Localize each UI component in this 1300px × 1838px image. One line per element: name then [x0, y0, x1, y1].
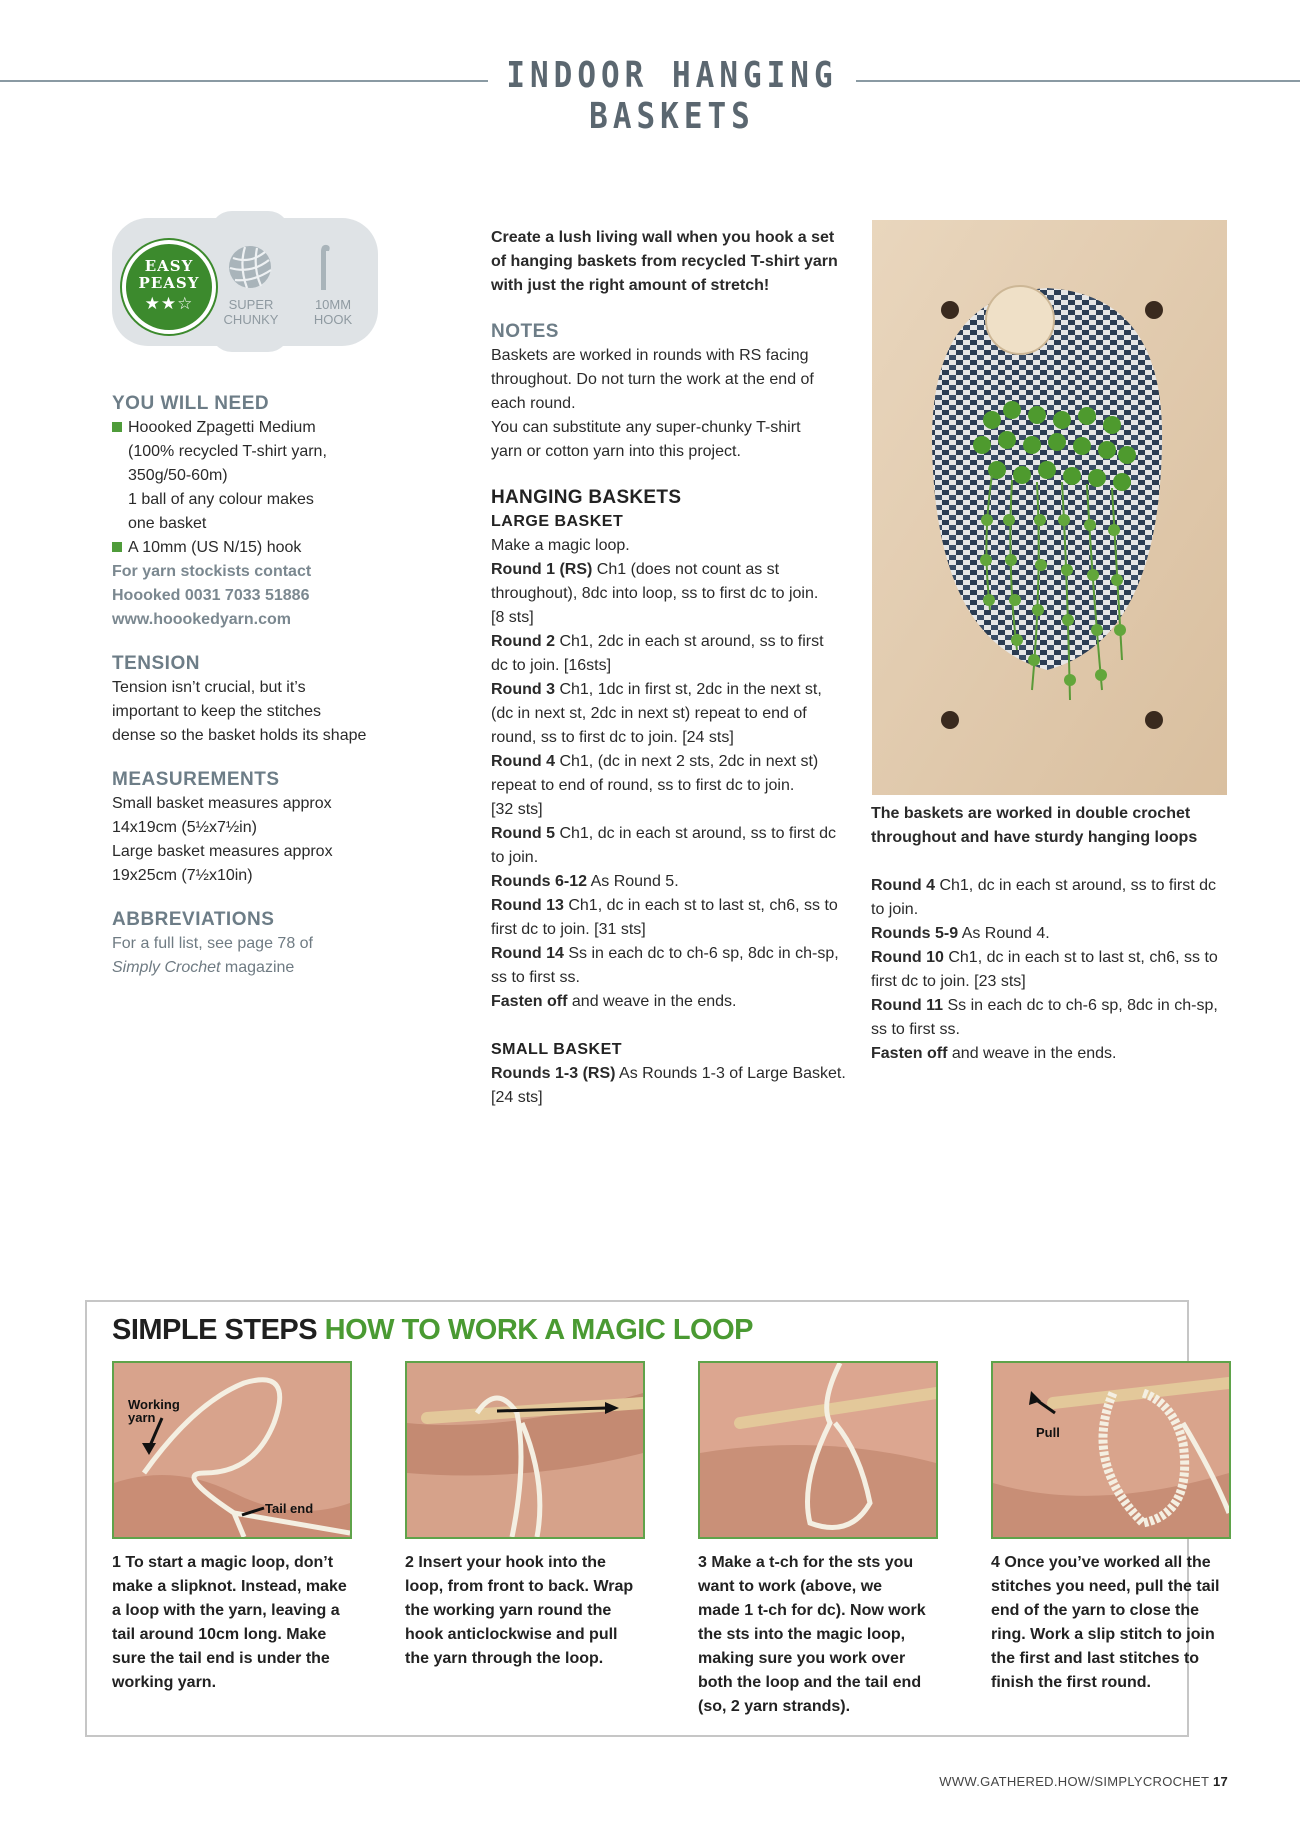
pattern-round — [491, 678, 861, 702]
you-will-need-heading: YOU WILL NEED — [112, 393, 270, 414]
tension-line: important to keep the stitches — [112, 703, 321, 720]
step-text: To start a magic loop, don’t — [120, 1554, 334, 1571]
pattern-round — [871, 1042, 1241, 1066]
pattern-round — [491, 750, 861, 774]
round-label: Round 4 — [491, 753, 555, 770]
step-line — [405, 1551, 645, 1575]
pattern-round — [491, 870, 861, 894]
step-line: working yarn. — [112, 1674, 217, 1691]
hanging-basket-photo — [872, 220, 1227, 795]
step-line — [698, 1551, 938, 1575]
notes-line: Baskets are worked in rounds with RS facing — [491, 347, 809, 364]
round-text: [24 sts] — [491, 1089, 543, 1106]
step-line: (so, 2 yarn strands). — [698, 1698, 851, 1715]
difficulty-line2: PEASY — [138, 274, 200, 292]
materials-line: A 10mm (US N/15) hook — [128, 539, 302, 556]
steps-title-a: SIMPLE STEPS — [112, 1314, 318, 1346]
round-text: As Rounds 1-3 of Large Basket. — [615, 1065, 846, 1082]
abbreviations-rest: magazine — [220, 959, 295, 976]
yarn-weight-line: SUPER — [228, 297, 274, 312]
step-line — [991, 1551, 1231, 1575]
step-line: making sure you work over — [698, 1650, 906, 1667]
round-text: As Round 5. — [587, 873, 679, 890]
bullet-square-icon — [112, 542, 122, 552]
materials-line: 1 ball of any colour makes — [128, 491, 314, 508]
notes-line: yarn or cotton yarn into this project. — [491, 443, 741, 460]
step-line: made 1 t-ch for dc). Now work — [698, 1602, 926, 1619]
measurements-line: 14x19cm (5½x7½in) — [112, 819, 257, 836]
yarn-weight-label — [218, 297, 284, 327]
step-text: Insert your hook into the — [413, 1554, 606, 1571]
step-line: the working yarn round the — [405, 1602, 612, 1619]
round-label: Fasten off — [491, 993, 568, 1010]
step-line: sure the tail end is under the — [112, 1650, 330, 1667]
small-basket-rounds — [491, 1062, 861, 1110]
round-text: dc to join. [16sts] — [491, 657, 612, 674]
round-text: ss to first ss. — [871, 1021, 960, 1038]
pattern-round — [491, 894, 861, 918]
measurements-line: 19x25cm (7½x10in) — [112, 867, 253, 884]
step-line: tail around 10cm long. Make — [112, 1626, 327, 1643]
middle-column — [491, 226, 861, 1110]
notes-line: You can substitute any super-chunky T-shirt — [491, 419, 801, 436]
step-line: make a slipknot. Instead, make — [112, 1578, 347, 1595]
label-line: Working — [128, 1397, 180, 1412]
round-text: Ss in each dc to ch-6 sp, 8dc in ch-sp, — [943, 997, 1218, 1014]
intro — [491, 226, 861, 298]
round-text: first dc to join. [23 sts] — [871, 973, 1026, 990]
bullet-square-icon — [112, 422, 122, 432]
step-line: end of the yarn to close the — [991, 1602, 1200, 1619]
round-label: Round 1 (RS) — [491, 561, 593, 578]
round-text: to join. — [871, 901, 919, 918]
intro-line: with just the right amount of stretch! — [491, 277, 770, 294]
round-text: Ss in each dc to ch-6 sp, 8dc in ch-sp, — [563, 945, 839, 962]
magazine-name: Simply Crochet — [112, 959, 221, 976]
step-4-text — [991, 1551, 1231, 1695]
measurements-heading: MEASUREMENTS — [112, 769, 280, 790]
yarn-ball-icon — [227, 244, 273, 290]
pattern-round — [491, 630, 861, 654]
round-label: Round 4 — [871, 877, 935, 894]
header-rule-right — [856, 80, 1300, 82]
round-text: Ch1, 2dc in each st around, ss to first — [555, 633, 824, 650]
round-text: Ch1 (does not count as st — [592, 561, 780, 578]
step-line: want to work (above, we — [698, 1578, 883, 1595]
intro-line: of hanging baskets from recycled T-shirt yarn — [491, 253, 838, 270]
round-text: and weave in the ends. — [947, 1045, 1117, 1062]
round-text: As Round 4. — [958, 925, 1050, 942]
left-column — [112, 392, 412, 980]
small-basket-rounds-cont — [871, 874, 1241, 1066]
pattern-round — [491, 1062, 861, 1086]
abbreviations-line: For a full list, see page 78 of — [112, 935, 313, 952]
round-label: Rounds 6-12 — [491, 873, 588, 890]
pattern-round — [491, 822, 861, 846]
round-text: to join. — [491, 849, 539, 866]
page-title: INDOOR HANGING BASKETS — [506, 54, 838, 138]
materials-item — [112, 536, 412, 560]
stockist-line: For yarn stockists contact — [112, 563, 312, 580]
step-number: 4 — [991, 1554, 1000, 1571]
round-label: Rounds 1-3 (RS) — [491, 1065, 616, 1082]
large-basket-heading: LARGE BASKET — [491, 513, 624, 530]
round-label: Round 10 — [871, 949, 944, 966]
pattern-round — [871, 874, 1241, 898]
crochet-hook-icon — [315, 242, 339, 292]
small-basket-heading: SMALL BASKET — [491, 1041, 623, 1058]
hook-size-line: 10MM — [314, 297, 352, 312]
round-text: Ch1, dc in each st around, ss to first dc — [935, 877, 1217, 894]
materials-item — [112, 416, 412, 440]
pattern-round — [871, 946, 1241, 970]
round-label: Rounds 5-9 — [871, 925, 959, 942]
notes-line: throughout. Do not turn the work at the end of — [491, 371, 814, 388]
step-1-text — [112, 1551, 352, 1695]
step-2-photo — [405, 1361, 645, 1539]
page-number: 17 — [1212, 1774, 1228, 1789]
step-line: both the loop and the tail end — [698, 1674, 922, 1691]
step-line: ring. Work a slip stitch to join — [991, 1626, 1215, 1643]
footer-url[interactable]: WWW.GATHERED.HOW/SIMPLYCROCHET — [939, 1774, 1210, 1789]
step-number: 1 — [112, 1554, 121, 1571]
caption-line: The baskets are worked in double crochet — [871, 805, 1191, 822]
notes-heading: NOTES — [491, 321, 559, 342]
difficulty-stars: ★★☆ — [144, 294, 194, 313]
round-label: Fasten off — [871, 1045, 948, 1062]
pull-label: Pull — [1036, 1425, 1060, 1440]
abbreviations-heading: ABBREVIATIONS — [112, 909, 275, 930]
round-text: repeat to end of round, ss to first dc to join. — [491, 777, 795, 794]
easy-peasy-seal — [122, 240, 216, 334]
measurements-line: Large basket measures approx — [112, 843, 333, 860]
step-text: Once you’ve worked all the — [999, 1554, 1211, 1571]
round-text: and weave in the ends. — [567, 993, 737, 1010]
round-text: round, ss to first dc to join. [24 sts] — [491, 729, 734, 746]
round-text: ss to first ss. — [491, 969, 580, 986]
round-label: Round 2 — [491, 633, 555, 650]
round-label: Round 5 — [491, 825, 555, 842]
step-4-photo — [991, 1361, 1231, 1539]
stockist-url[interactable]: www.hoookedyarn.com — [112, 611, 291, 628]
steps-title-b: HOW TO WORK A MAGIC LOOP — [324, 1314, 754, 1346]
step-2-text — [405, 1551, 645, 1671]
round-text: throughout), 8dc into loop, ss to first dc to join. — [491, 585, 819, 602]
photo-caption — [871, 802, 1241, 850]
step-line: finish the first round. — [991, 1674, 1151, 1691]
round-text: (dc in next st, 2dc in next st) repeat to end of — [491, 705, 807, 722]
label-line: yarn — [128, 1410, 156, 1425]
notes-line: each round. — [491, 395, 576, 412]
step-line: the yarn through the loop. — [405, 1650, 604, 1667]
step-text: Make a t-ch for the sts you — [706, 1554, 914, 1571]
step-3-photo — [698, 1361, 938, 1539]
intro-line: Create a lush living wall when you hook a set — [491, 229, 835, 246]
step-line: the sts into the magic loop, — [698, 1626, 906, 1643]
difficulty-line1: EASY — [144, 257, 194, 275]
pattern-start: Make a magic loop. — [491, 537, 630, 554]
tension-line: Tension isn’t crucial, but it’s — [112, 679, 306, 696]
materials-line: one basket — [128, 515, 207, 532]
step-line: a loop with the yarn, leaving a — [112, 1602, 340, 1619]
hanging-baskets-heading: HANGING BASKETS — [491, 487, 682, 508]
hook-size-label — [300, 297, 366, 327]
step-1-photo — [112, 1361, 352, 1539]
round-text: Ch1, 1dc in first st, 2dc in the next st, — [555, 681, 822, 698]
round-text: [8 sts] — [491, 609, 534, 626]
step-line: the first and last stitches to — [991, 1650, 1200, 1667]
simple-steps-title — [112, 1314, 753, 1347]
stockist-phone: Hoooked 0031 7033 51886 — [112, 587, 310, 604]
abbreviations-line — [112, 956, 412, 980]
step-line — [112, 1551, 352, 1575]
materials-line: Hoooked Zpagetti Medium — [128, 419, 316, 436]
round-text: first dc to join. [31 sts] — [491, 921, 646, 938]
materials-line: 350g/50-60m) — [128, 467, 228, 484]
measurements-line: Small basket measures approx — [112, 795, 332, 812]
materials-line: (100% recycled T-shirt yarn, — [128, 443, 327, 460]
page-footer — [939, 1774, 1228, 1789]
hook-size-line: HOOK — [313, 312, 353, 327]
step-3-text — [698, 1551, 938, 1719]
round-label: Round 3 — [491, 681, 555, 698]
step-number: 3 — [698, 1554, 707, 1571]
pattern-round — [491, 942, 861, 966]
right-column — [871, 802, 1241, 1066]
round-label: Round 11 — [871, 997, 944, 1014]
yarn-weight-line: CHUNKY — [223, 312, 279, 327]
pattern-round — [871, 994, 1241, 1018]
tension-line: dense so the basket holds its shape — [112, 727, 367, 744]
step-line: hook anticlockwise and pull — [405, 1626, 618, 1643]
step-number: 2 — [405, 1554, 414, 1571]
pattern-round — [491, 990, 861, 1014]
step-line: stitches you need, pull the tail — [991, 1578, 1220, 1595]
round-text: Ch1, dc in each st to last st, ch6, ss to — [563, 897, 838, 914]
round-text: Ch1, dc in each st to last st, ch6, ss to — [943, 949, 1218, 966]
round-text: Ch1, dc in each st around, ss to first dc — [555, 825, 837, 842]
caption-line: throughout and have sturdy hanging loops — [871, 829, 1198, 846]
round-label: Round 14 — [491, 945, 564, 962]
step-line: loop, from front to back. Wrap — [405, 1578, 634, 1595]
working-yarn-label — [128, 1398, 180, 1424]
round-text: Ch1, (dc in next 2 sts, 2dc in next st) — [555, 753, 819, 770]
large-basket-rounds — [491, 558, 861, 1014]
tail-end-label: Tail end — [265, 1501, 314, 1516]
round-label: Round 13 — [491, 897, 564, 914]
tension-heading: TENSION — [112, 653, 200, 674]
round-text: [32 sts] — [491, 801, 543, 818]
header-rule-left — [0, 80, 488, 82]
pattern-round — [491, 558, 861, 582]
pattern-round — [871, 922, 1241, 946]
